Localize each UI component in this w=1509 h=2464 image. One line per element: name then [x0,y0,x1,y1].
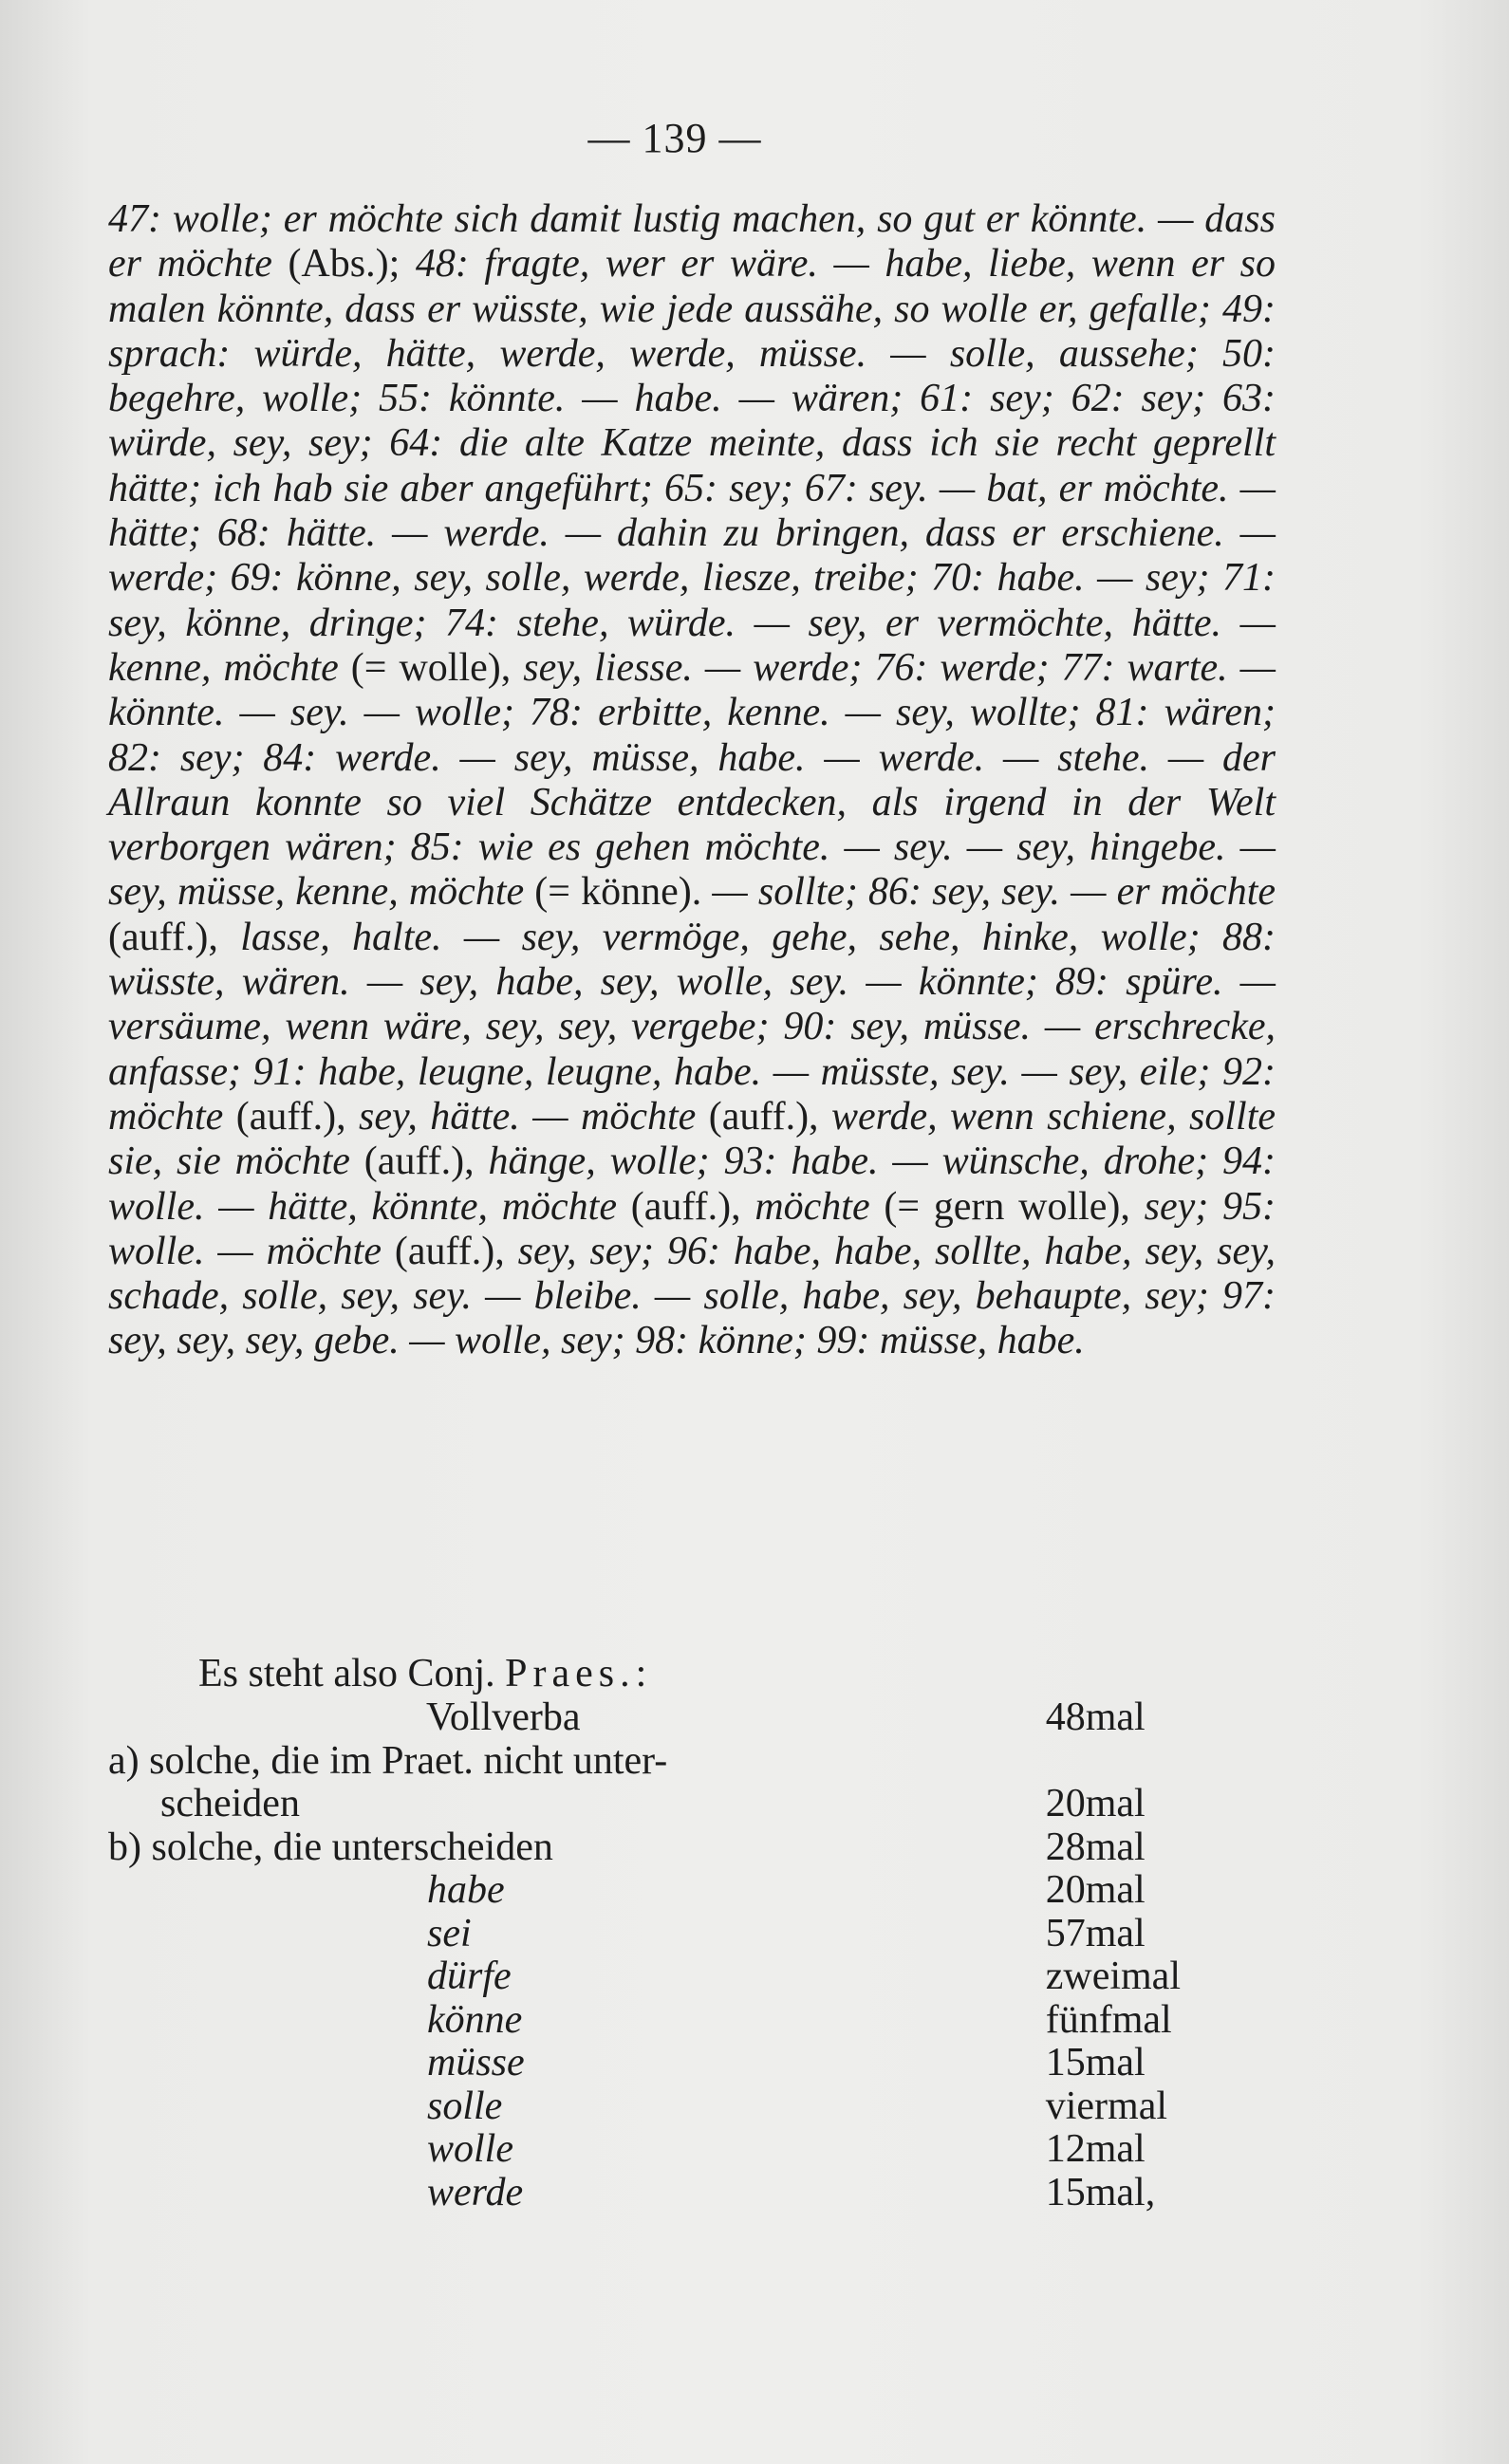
row-label: habe [427,1868,505,1912]
table-row [108,1740,1181,1784]
row-label: scheiden [160,1782,300,1825]
row-value: 57mal [1045,1911,1146,1955]
row-value: 48mal [1045,1695,1146,1739]
row-value: 28mal [1045,1825,1146,1869]
table-row [108,1999,1181,2043]
row-label: werde [427,2170,524,2214]
table-row [108,2042,1181,2085]
table-row [108,1826,1181,1870]
row-value: 12mal [1045,2127,1146,2171]
row-value: viermal [1045,2084,1168,2128]
row-label: könne [427,1997,523,2042]
paragraph-text: 47: wolle; er möchte sich damit lustig machen, so gut er könnte. — dass er möchte (Abs.); 48: fragte, wer er wäre. — habe, liebe, wenn er so malen könnte, dass er wüsste, wie jede aussähe, so wolle er, gefalle; 49: sprach: würde, hätte, werde, werde, müsse. — solle, aussehe; 50: begehre, wolle; 55: könnte. — habe. — wären; 61: sey; 62: sey; 63: würde, sey, sey; 64: die alte Katze meinte, dass ich sie recht geprellt hätte; ich hab sie aber angeführt; 65: sey; 67: sey. — bat, er möchte. — hätte; 68: hätte. — werde. — dahin zu bringen, dass er erschiene. — werde; 69: könne, sey, solle, werde, liesze, treibe; 70: habe. — sey; 71: sey, könne, dringe; 74: stehe, würde. — sey, er vermöchte, hätte. — kenne, möchte (= wolle), sey, liesse. — werde; 76: werde; 77: warte. — könnte. — sey. — wolle; 78: erbitte, kenne. — sey, wollte; 81: wären; 82: sey; 84: werde. — sey, müsse, habe. — werde. — stehe. — der Allraun konnte so viel Schätze entdecken, als irgend in der Welt verborgen wären; 85: wie es gehen möchte. — sey. — sey, hingebe. — sey, müsse, kenne, möchte (= könne). — sollte; 86: sey, sey. — er möchte (auff.), lasse, halte. — sey, vermöge, gehe, sehe, hinke, wolle; 88: wüsste, wären. — sey, habe, sey, wolle, sey. — könnte; 89: spüre. — versäume, wenn wäre, sey, sey, vergebe; 90: sey, müsse. — erschrecke, anfasse; 91: habe, leugne, leugne, habe. — müsste, sey. — sey, eile; 92: möchte (auff.), sey, hätte. — möchte (auff.), werde, wenn schiene, sollte sie, sie möchte (auff.), hänge, wolle; 93: habe. — wünsche, drohe; 94: wolle. — hätte, könnte, möchte (auff.), möchte (= gern wolle), sey; 95: wolle. — möchte (auff.), sey, sey; 96: habe, habe, sollte, habe, sey, sey, schade, solle, sey, sey. — bleibe. — solle, habe, sey, behaupte, sey; 97: sey, sey, sey, gebe. — wolle, sey; 98: könne; 99: müsse, habe. [108,197,1276,1363]
row-label: sei [427,1911,472,1955]
row-label: a) solche, die im Praet. nicht unter- [108,1738,668,1783]
table-row [108,1913,1181,1956]
table-row [108,2085,1181,2129]
summary-table [108,1696,1181,2214]
row-label: Vollverba [426,1695,581,1739]
row-value: fünfmal [1045,1997,1172,2042]
row-value: 20mal [1045,1782,1146,1825]
row-value: 20mal [1045,1868,1146,1912]
table-row [108,1696,1181,1740]
row-value: zweimal [1045,1955,1181,1998]
table-row [108,1869,1181,1913]
summary-intro-prefix: Es steht also Conj. [198,1652,506,1695]
table-row [108,1955,1181,1999]
row-label: solle [427,2084,503,2128]
row-label: wolle [427,2127,513,2171]
table-row [108,2128,1181,2172]
summary-intro [198,1652,1271,1696]
row-label: b) solche, die unterscheiden [108,1825,553,1869]
row-value: 15mal [1045,2041,1146,2084]
row-label: dürfe [427,1955,512,1998]
table-row [108,1783,1181,1826]
body-paragraph [108,197,1276,1364]
summary-intro-suffix: : [635,1652,647,1695]
page-number: — 139 — [587,115,762,161]
row-value: 15mal, [1045,2170,1156,2214]
row-label: müsse [427,2041,525,2084]
table-row [108,2172,1181,2215]
row-value [1046,1740,1181,1784]
summary-intro-spaced: Praes. [505,1652,636,1695]
